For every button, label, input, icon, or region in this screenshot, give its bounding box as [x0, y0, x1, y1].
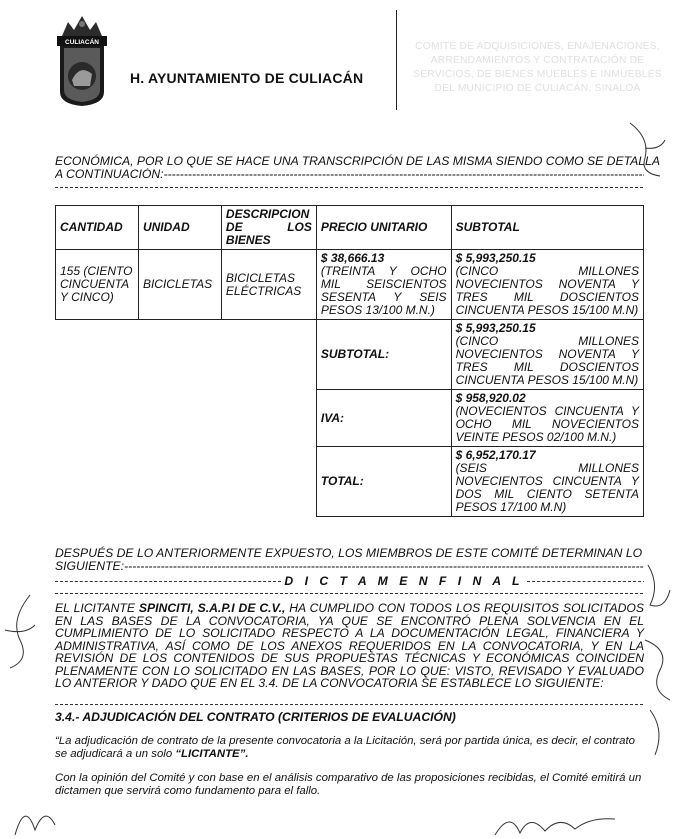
signature — [490, 805, 620, 839]
totals-label: TOTAL: — [316, 447, 451, 517]
table-row — [56, 250, 644, 320]
dictamen-title — [55, 574, 644, 588]
cell-descripcion: BICICLETAS ELÉCTRICAS — [221, 250, 316, 320]
margin-signature — [0, 590, 40, 670]
totals-value — [451, 320, 643, 390]
after-line-2: SIGUIENTE: ----- — [55, 560, 644, 573]
cell-subtotal — [451, 250, 643, 320]
cell-cantidad: 155 (CIENTO CINCUENTA Y CINCO) — [56, 250, 139, 320]
header-unidad: UNIDAD — [138, 206, 221, 250]
closing-paragraph: Con la opinión del Comité y con base en el análisis comparativo de las proposiciones recibidas, el Comité emitirá un dictamen que servirá como fundamento para el fallo. — [55, 772, 642, 797]
table-header-row — [56, 206, 644, 250]
bid-table — [55, 205, 644, 517]
cell-unidad: BICICLETAS — [138, 250, 221, 320]
totals-amount: $ 958,920.02 — [455, 391, 526, 405]
organization-name: H. AYUNTAMIENTO DE CULIACÁN — [130, 70, 364, 86]
totals-value — [451, 390, 643, 447]
header-cantidad: CANTIDAD — [56, 206, 139, 250]
totals-words: (SEIS MILLONES NOVECIENTOS CINCUENTA Y DOS MIL CIENTO SETENTA PESOS 17/100 M.N) — [455, 461, 639, 514]
totals-value — [451, 447, 643, 517]
totals-words: (CINCO MILLONES NOVECIENTOS NOVENTA Y TRES MIL DOSCIENTOS CINCUENTA PESOS 15/100 M.N) — [455, 334, 639, 387]
precio-amount: $ 38,666.13 — [320, 251, 385, 265]
cell-precio — [316, 250, 451, 320]
committee-name — [410, 40, 665, 96]
award-quote: “La adjudicación de contrato de la presente convocatoria a la Licitación, será por partida única, es decir, el contrato se adjudicará a un solo “LICITANTE”. — [55, 735, 636, 760]
margin-signature — [640, 560, 678, 760]
totals-amount: $ 5,993,250.15 — [455, 321, 536, 335]
section-heading: 3.4.- ADJUDICACIÓN DEL CONTRATO (CRITERIOS DE EVALUACIÓN) — [55, 710, 456, 724]
intro-line-2: A CONTINUACIÓN: ----- — [55, 168, 644, 181]
subtotal-words: (CINCO MILLONES NOVECIENTOS NOVENTA Y TRES MIL DOSCIENTOS CINCUENTA PESOS 15/100 M.N) — [455, 264, 639, 317]
header-subtotal: SUBTOTAL — [451, 206, 643, 250]
totals-label: IVA: — [316, 390, 451, 447]
committee-line: DEL MUNICIPIO DE CULIACÁN, SINALOA — [434, 83, 641, 94]
committee-line: SERVICIOS, DE BIENES MUEBLES E INMUEBLES — [413, 69, 662, 80]
totals-label: SUBTOTAL: — [316, 320, 451, 390]
divider — [55, 593, 643, 594]
totals-row-subtotal — [56, 320, 644, 390]
totals-amount: $ 6,952,170.17 — [455, 448, 536, 462]
totals-words: (NOVECIENTOS CINCUENTA Y OCHO MIL NOVECIENTOS VEINTE PESOS 02/100 M.N.) — [455, 404, 639, 444]
margin-signature — [10, 790, 60, 839]
verdict-paragraph: EL LICITANTE SPINCITI, S.A.P.I DE C.V., HA CUMPLIDO CON TODOS LOS REQUISITOS SOLICITADOS EN LAS BASES DE LA CONVOCATORIA, YA QUE SE ENCONTRÓ PLENA SOLVENCIA EN EL CUMPLIMIENTO DE LO SOLICITADO RESPECTO A LA DOCUMENTACIÓN LEGAL, FINANCIERA Y ADMINISTRATIVA, ASÍ COMO DE LOS ANEXOS REQUERIDOS EN LA CONVOCATORIA, Y EN LA REVISIÓN DE LOS CONTENIDOS DE SUS PROPUESTAS TÉCNICAS Y ECONÓMICAS COINCIDEN PLENAMENTE CON LO SOLICITADO EN LAS BASES, POR LO QUE: VISTO, REVISADO Y EVALUADO LO ANTERIOR Y DADO QUE EN EL 3.4. DE LA CONVOCATORIA SE ESTABLECE LO SIGUIENTE: — [55, 601, 644, 690]
municipal-crest-logo — [54, 14, 110, 108]
subtotal-amount: $ 5,993,250.15 — [455, 251, 536, 265]
committee-line: COMITÉ DE ADQUISICIONES, ENAJENACIONES, — [415, 41, 660, 52]
precio-words: (TREINTA Y OCHO MIL SEISCIENTOS SESENTA Y SEIS PESOS 13/100 M.N.) — [320, 264, 447, 317]
header-descripcion: DESCRIPCION DE LOS BIENES — [221, 206, 316, 250]
dictamen-title-text: D I C T A M E N F I N A L — [284, 574, 524, 588]
after-line-1: DESPUÉS DE LO ANTERIORMENTE EXPUESTO, LOS MIEMBROS DE ESTE COMITÉ DETERMINAN LO — [55, 546, 643, 560]
committee-line: ARRENDAMIENTOS Y CONTRATACIÓN DE — [430, 55, 645, 66]
winning-bidder: SPINCITI, S.A.P.I DE C.V., — [138, 601, 286, 615]
intro-line-1: ECONÓMICA, POR LO QUE SE HACE UNA TRANSCRIPCIÓN DE LAS MISMA SIENDO COMO SE DETALLA — [55, 154, 660, 168]
divider — [55, 187, 643, 188]
divider — [55, 704, 643, 705]
header-divider — [396, 10, 397, 110]
crest-label: CULIACÁN — [65, 39, 99, 46]
header-precio: PRECIO UNITARIO — [316, 206, 451, 250]
